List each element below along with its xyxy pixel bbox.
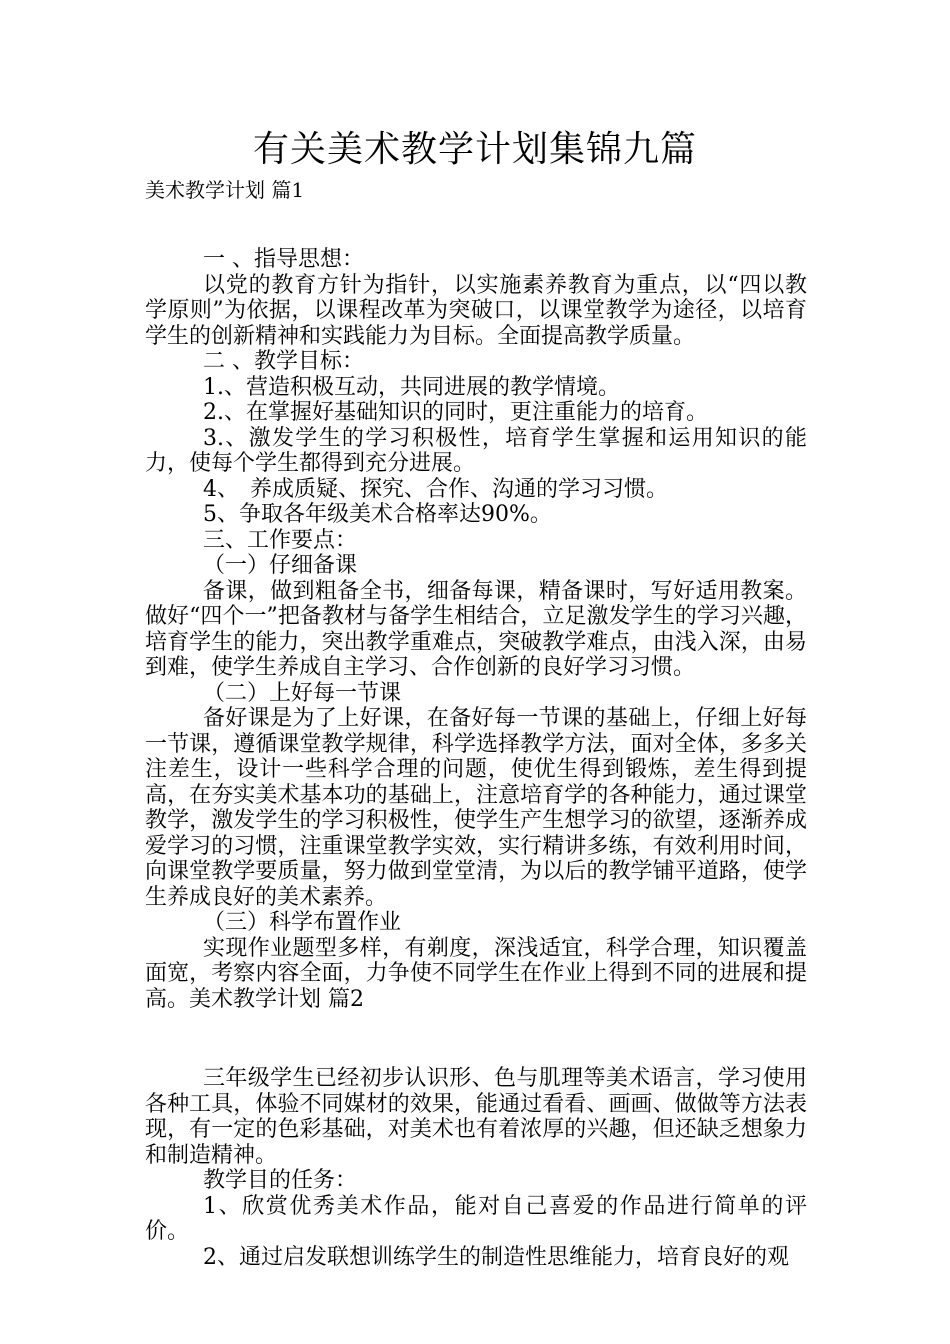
paragraph: 实现作业题型多样，有剃度，深浅适宜，科学合理，知识覆盖面宽，考察内容全面，力争使不同学生在作业上得到不同的进展和提高。美术教学计划 篇2 — [145, 935, 807, 1012]
paragraph: 2.、在掌握好基础知识的同时，更注重能力的培育。 — [203, 400, 708, 425]
document-body — [145, 247, 807, 1270]
paragraph: 1.、营造积极互动，共同进展的教学情境。 — [203, 374, 620, 400]
paragraph: 备好课是为了上好课，在备好每一节课的基础上，仔细上好每一节课，遵循课堂教学规律，科学选择教学方法，面对全体，多多关注差生，设计一些科学合理的问题，使优生得到锻炼，差生得到提高，在夯实美术基本功的基础上，注意培育学的各种能力，通过课堂教学，激发学生的学习积极性，使学生产生想学习的欲望，逐渐养成爱学习的习惯，注重课堂教学实效，实行精讲多练，有效利用时间，向课堂教学要质量，努力做到堂堂清，为以后的教学铺平道路，使学生养成良好的美术素养。 — [145, 706, 807, 910]
paragraph: 三年级学生已经初步认识形、色与肌理等美术语言，学习使用各种工具，体验不同媒材的效果，能通过看看、画画、做做等方法表现，有一定的色彩基础，对美术也有着浓厚的兴趣，但还缺乏想象力和制造精神。 — [145, 1066, 807, 1168]
paragraph: 2、通过启发联想训练学生的制造性思维能力，培育良好的观 — [203, 1244, 789, 1270]
paragraph: 5、争取各年级美术合格率达90%。 — [203, 502, 552, 527]
paragraph: 以党的教育方针为指针，以实施素养教育为重点，以“四以教学原则”为依据，以课程改革为突破口，以课堂教学为途径，以培育学生的创新精神和实践能力为目标。全面提高教学质量。 — [145, 272, 807, 349]
paragraph: 1、欣赏优秀美术作品，能对自己喜爱的作品进行简单的评价。 — [145, 1193, 807, 1244]
section-gap — [145, 1012, 807, 1066]
paragraph: 二 、教学目标： — [203, 349, 364, 374]
paragraph: （三）科学布置作业 — [203, 910, 402, 935]
paragraph: （一）仔细备课 — [203, 553, 358, 578]
paragraph: 三、工作要点： — [203, 527, 358, 553]
paragraph: 4、 养成质疑、探究、合作、沟通的学习习惯。 — [203, 476, 668, 502]
section-heading: 美术教学计划 篇1 — [145, 178, 305, 202]
paragraph: 一 、指导思想： — [203, 247, 364, 272]
paragraph: 备课，做到粗备全书，细备每课，精备课时，写好适用教案。做好“四个一”把备教材与备学生相结合，立足激发学生的学习兴趣，培育学生的能力，突出教学重难点，突破教学难点，由浅入深，由易到难，使学生养成自主学习、合作创新的良好学习习惯。 — [145, 578, 807, 680]
paragraph: 教学目的任务： — [203, 1168, 358, 1193]
document-title: 有关美术教学计划集锦九篇 — [252, 129, 697, 170]
paragraph: 3.、激发学生的学习积极性，培育学生掌握和运用知识的能力，使每个学生都得到充分进展。 — [145, 425, 807, 476]
paragraph: （二）上好每一节课 — [203, 680, 402, 706]
